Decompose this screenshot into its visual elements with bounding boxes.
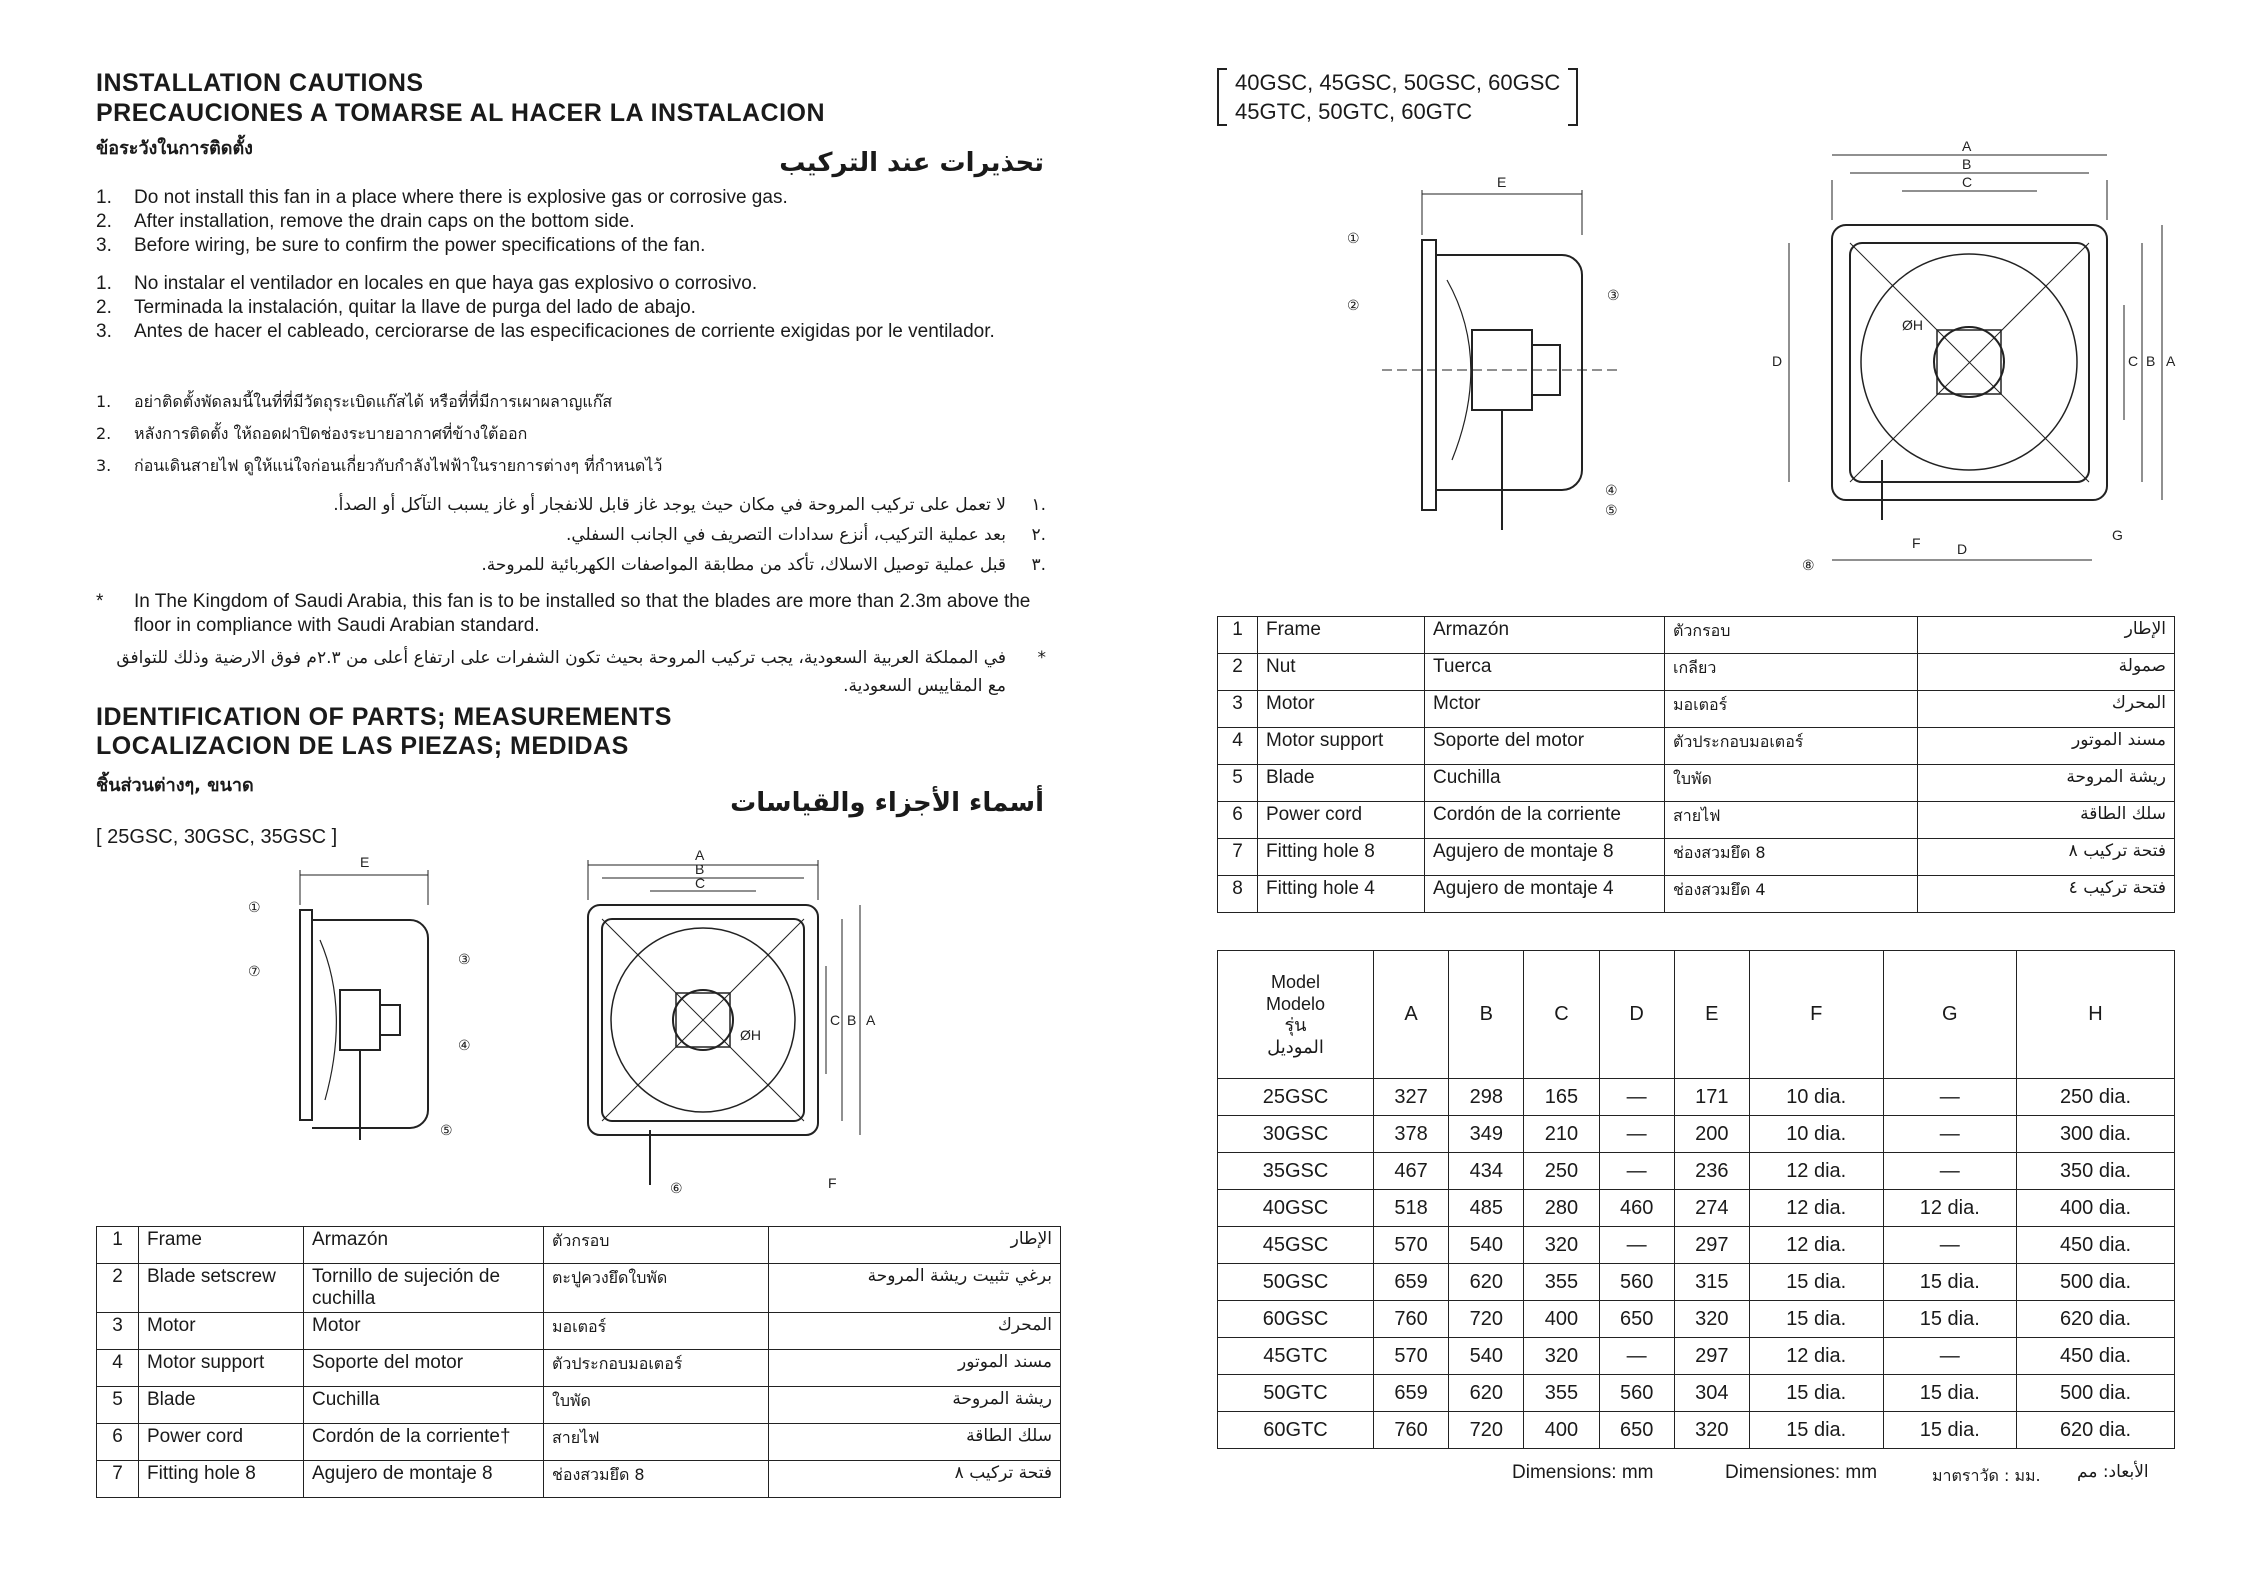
- saudi-note-en: * In The Kingdom of Saudi Arabia, this fan is to be installed so that the blades are more than 2.3m above the floor in compliance with Saudi Arabian standard.: [96, 591, 1031, 636]
- dimensions-table: [1217, 950, 2175, 1449]
- list-item: 3. Before wiring, be sure to confirm the power specifications of the fan.: [96, 235, 706, 256]
- model-cell: 60GSC: [1218, 1301, 1374, 1338]
- dimension-cell: 400 dia.: [2017, 1190, 2175, 1227]
- dim-label-h: ØH: [740, 1027, 761, 1043]
- dimension-cell: 650: [1599, 1412, 1674, 1449]
- column-header: A: [1374, 951, 1449, 1079]
- dim-label-c-side: C: [830, 1012, 841, 1028]
- column-header: H: [2017, 951, 2175, 1079]
- column-header: B: [1449, 951, 1524, 1079]
- dimension-cell: 320: [1674, 1412, 1749, 1449]
- model-cell: 35GSC: [1218, 1153, 1374, 1190]
- dim-label-c: C: [1962, 174, 1973, 190]
- dimension-cell: 400: [1524, 1412, 1599, 1449]
- dim-label-e: E: [360, 854, 370, 870]
- table-row: [1218, 1116, 2175, 1153]
- table-header-row: [1218, 951, 2175, 1079]
- dimension-cell: 320: [1524, 1227, 1599, 1264]
- cautions-title-en: INSTALLATION CAUTIONS: [96, 69, 424, 97]
- dimension-cell: 355: [1524, 1264, 1599, 1301]
- dimension-cell: 518: [1374, 1190, 1449, 1227]
- dimension-cell: —: [1883, 1227, 2017, 1264]
- table-row: 4 Motor support Soporte del motor ตัวประกอบมอเตอร์ مسند الموتور: [97, 1350, 1061, 1387]
- dim-label-g: G: [2112, 527, 2123, 543]
- identification-title-en: IDENTIFICATION OF PARTS; MEASUREMENTS: [96, 703, 672, 731]
- dim-label-d-side: D: [1772, 353, 1783, 369]
- callout-1: ①: [1347, 230, 1360, 246]
- table-row: 8 Fitting hole 4 Agujero de montaje 4 ช่องสวมยึด 4 فتحة تركيب ٤: [1218, 876, 2175, 913]
- cautions-title-ar: تحذيرات عند التركيب: [779, 148, 1044, 178]
- list-item: 1. No instalar el ventilador en locales en que haya gas explosivo o corrosivo.: [96, 273, 758, 294]
- dim-label-d: D: [1957, 541, 1968, 557]
- cautions-list-es: [96, 272, 1046, 344]
- dimension-cell: 570: [1374, 1338, 1449, 1375]
- dimension-cell: 500 dia.: [2017, 1264, 2175, 1301]
- small-parts-table: [96, 1226, 1061, 1498]
- dimension-cell: 500 dia.: [2017, 1375, 2175, 1412]
- dimension-cell: 298: [1449, 1079, 1524, 1116]
- dimension-cell: 15 dia.: [1883, 1375, 2017, 1412]
- dimension-cell: 300 dia.: [2017, 1116, 2175, 1153]
- callout-8: ⑧: [1802, 557, 1815, 573]
- large-fan-diagram: [1302, 130, 2182, 590]
- cautions-title-es: PRECAUCIONES A TOMARSE AL HACER LA INSTALACION: [96, 99, 826, 127]
- dim-label-a: A: [1962, 138, 1972, 154]
- dimension-cell: 320: [1674, 1301, 1749, 1338]
- dimension-cell: 15 dia.: [1883, 1412, 2017, 1449]
- dimensions-caption-es: Dimensiones: mm: [1725, 1462, 1878, 1483]
- table-row: 2 Blade setscrew Tornillo de sujeción de cuchilla ตะปูควงยึดใบพัด برغي تثبيت ريشة المروحة: [97, 1264, 1061, 1313]
- identification-title-ar: أسماء الأجزاء والقياسات: [730, 788, 1044, 818]
- dimension-cell: —: [1599, 1079, 1674, 1116]
- dimension-cell: 540: [1449, 1338, 1524, 1375]
- fan-side-view: [1382, 190, 1622, 530]
- dimension-cell: 200: [1674, 1116, 1749, 1153]
- large-parts-table: [1217, 616, 2175, 913]
- dimension-cell: 378: [1374, 1116, 1449, 1153]
- left-page: [0, 0, 1122, 1587]
- callout-6: ⑥: [670, 1180, 683, 1196]
- dimensions-caption-ar: الأبعاد: مم: [2077, 1462, 2149, 1482]
- dimension-cell: 350 dia.: [2017, 1153, 2175, 1190]
- list-item: 1. Do not install this fan in a place where there is explosive gas or corrosive gas.: [96, 187, 788, 208]
- dimension-cell: 659: [1374, 1264, 1449, 1301]
- dimension-cell: 171: [1674, 1079, 1749, 1116]
- list-item: 1. อย่าติดตั้งพัดลมนี้ในที่ที่มีวัตถุระเบิดแก๊สได้ หรือที่ที่มีการเผาผลาญแก๊ส: [96, 392, 613, 411]
- column-header: D: [1599, 951, 1674, 1079]
- dimension-cell: 760: [1374, 1301, 1449, 1338]
- identification-title-es: LOCALIZACION DE LAS PIEZAS; MEDIDAS: [96, 732, 629, 760]
- model-cell: 25GSC: [1218, 1079, 1374, 1116]
- saudi-note-ar: * في المملكة العربية السعودية، يجب تركيب المروحة بحيث تكون الشفرات على ارتفاع أعلى من ٢.٣م فوق الارضية وذلك للتوافق مع المقاييس السعودية.: [116, 648, 1046, 696]
- list-item: .٣ قبل عملية توصيل الاسلاك، تأكد من مطابقة المواصفات الكهربائية للمروحة.: [481, 555, 1046, 575]
- dimension-cell: 650: [1599, 1301, 1674, 1338]
- table-row: [1218, 1079, 2175, 1116]
- dimension-cell: —: [1883, 1338, 2017, 1375]
- dimension-cell: 15 dia.: [1749, 1301, 1883, 1338]
- dimension-cell: 560: [1599, 1264, 1674, 1301]
- dimension-cell: 450 dia.: [2017, 1227, 2175, 1264]
- callout-5: ⑤: [440, 1122, 453, 1138]
- table-row: [1218, 1412, 2175, 1449]
- table-row: 5 Blade Cuchilla ใบพัด ريشة المروحة: [1218, 765, 2175, 802]
- table-row: 1 Frame Armazón ตัวกรอบ الإطار: [97, 1227, 1061, 1264]
- dimension-cell: 659: [1374, 1375, 1449, 1412]
- dimension-cell: 250 dia.: [2017, 1079, 2175, 1116]
- list-item: .١ لا تعمل على تركيب المروحة في مكان حيث يوجد غاز قابل للانفجار أو غاز يسبب التآكل أو الصدأ.: [333, 495, 1046, 515]
- dimensions-table-body: [1218, 1079, 2175, 1449]
- dimension-cell: 274: [1674, 1190, 1749, 1227]
- dimension-cell: 15 dia.: [1749, 1264, 1883, 1301]
- dimension-cell: 297: [1674, 1338, 1749, 1375]
- dimension-cell: 15 dia.: [1883, 1301, 2017, 1338]
- dimension-cell: 304: [1674, 1375, 1749, 1412]
- dimension-cell: 315: [1674, 1264, 1749, 1301]
- dimension-cell: 620 dia.: [2017, 1412, 2175, 1449]
- dimension-cell: 210: [1524, 1116, 1599, 1153]
- dimension-cell: —: [1599, 1153, 1674, 1190]
- column-header: C: [1524, 951, 1599, 1079]
- cautions-list-en: [96, 186, 1046, 258]
- callout-5: ⑤: [1605, 502, 1618, 518]
- callout-1: ①: [248, 899, 261, 915]
- model-cell: 30GSC: [1218, 1116, 1374, 1153]
- dim-label-c: C: [695, 875, 706, 891]
- dimension-cell: 450 dia.: [2017, 1338, 2175, 1375]
- table-row: 1 Frame Armazón ตัวกรอบ الإطار: [1218, 617, 2175, 654]
- dimension-cell: 434: [1449, 1153, 1524, 1190]
- table-row: [1218, 1338, 2175, 1375]
- dim-label-b-side: B: [847, 1012, 857, 1028]
- table-row: 5 Blade Cuchilla ใบพัด ريشة المروحة: [97, 1387, 1061, 1424]
- dimension-cell: —: [1883, 1079, 2017, 1116]
- model-header: Model Modelo รุ่น الموديل: [1218, 951, 1374, 1079]
- small-fan-diagram: [230, 840, 1060, 1220]
- table-row: [1218, 1375, 2175, 1412]
- model-cell: 60GTC: [1218, 1412, 1374, 1449]
- dimension-cell: 570: [1374, 1227, 1449, 1264]
- dim-label-f: F: [828, 1175, 837, 1191]
- column-header: E: [1674, 951, 1749, 1079]
- dimension-cell: 327: [1374, 1079, 1449, 1116]
- dimension-cell: 760: [1374, 1412, 1449, 1449]
- model-cell: 45GTC: [1218, 1338, 1374, 1375]
- list-item: 2. หลังการติดตั้ง ให้ถอดฝาปิดช่องระบายอากาศที่ข้างใต้ออก: [96, 424, 528, 443]
- table-row: 4 Motor support Soporte del motor ตัวประกอบมอเตอร์ مسند الموتور: [1218, 728, 2175, 765]
- dimension-cell: 720: [1449, 1301, 1524, 1338]
- dimensions-caption-th: มาตราวัด : มม.: [1932, 1466, 2041, 1485]
- dimension-cell: 12 dia.: [1749, 1153, 1883, 1190]
- dimension-cell: 236: [1674, 1153, 1749, 1190]
- callout-7: ⑦: [248, 963, 261, 979]
- column-header: F: [1749, 951, 1883, 1079]
- dimension-cell: 12 dia.: [1883, 1190, 2017, 1227]
- fan-front-view: [588, 860, 860, 1185]
- dimension-cell: 297: [1674, 1227, 1749, 1264]
- dim-label-b: B: [695, 861, 705, 877]
- model-cell: 40GSC: [1218, 1190, 1374, 1227]
- dimension-cell: 320: [1524, 1338, 1599, 1375]
- list-item: 3. ก่อนเดินสายไฟ ดูให้แน่ใจก่อนเกี่ยวกับกำลังไฟฟ้าในรายการต่างๆ ที่กำหนดไว้: [96, 456, 663, 475]
- dimension-cell: 560: [1599, 1375, 1674, 1412]
- dimension-cell: 620 dia.: [2017, 1301, 2175, 1338]
- model-cell: 50GSC: [1218, 1264, 1374, 1301]
- model-cell: 50GTC: [1218, 1375, 1374, 1412]
- dimension-cell: —: [1883, 1116, 2017, 1153]
- dimension-cell: 12 dia.: [1749, 1190, 1883, 1227]
- cautions-list-th: [96, 386, 1046, 482]
- dimension-cell: 620: [1449, 1375, 1524, 1412]
- dim-label-a-side: A: [2166, 353, 2176, 369]
- small-models-label: [ 25GSC, 30GSC, 35GSC ]: [96, 826, 338, 848]
- dimension-cell: 280: [1524, 1190, 1599, 1227]
- fan-side-view: [300, 870, 428, 1140]
- table-row: [1218, 1301, 2175, 1338]
- dim-label-a-side: A: [866, 1012, 876, 1028]
- dimension-cell: 467: [1374, 1153, 1449, 1190]
- dimension-cell: 620: [1449, 1264, 1524, 1301]
- dimension-cell: 460: [1599, 1190, 1674, 1227]
- callout-4: ④: [458, 1037, 471, 1053]
- table-row: 2 Nut Tuerca เกลียว صمولة: [1218, 654, 2175, 691]
- table-row: 3 Motor Motor มอเตอร์ المحرك: [97, 1313, 1061, 1350]
- dim-label-e: E: [1497, 174, 1507, 190]
- callout-3: ③: [458, 951, 471, 967]
- dimension-cell: 15 dia.: [1749, 1412, 1883, 1449]
- dimension-cell: 165: [1524, 1079, 1599, 1116]
- dimension-cell: 250: [1524, 1153, 1599, 1190]
- dimension-cell: 485: [1449, 1190, 1524, 1227]
- table-row: 6 Power cord Cordón de la corriente สายไฟ سلك الطاقة: [1218, 802, 2175, 839]
- dim-label-c-side: C: [2128, 353, 2139, 369]
- dim-label-h: ØH: [1902, 317, 1923, 333]
- dimension-cell: 12 dia.: [1749, 1338, 1883, 1375]
- list-item: 2. Terminada la instalación, quitar la llave de purga del lado de abajo.: [96, 297, 696, 318]
- table-row: [1218, 1227, 2175, 1264]
- table-row: 6 Power cord Cordón de la corriente† สายไฟ سلك الطاقة: [97, 1424, 1061, 1461]
- cautions-list-ar: [96, 490, 1046, 580]
- fan-front-view: [1789, 155, 2162, 560]
- dimension-cell: —: [1599, 1227, 1674, 1264]
- list-item: 2. After installation, remove the drain caps on the bottom side.: [96, 211, 635, 232]
- table-row: [1218, 1264, 2175, 1301]
- dimension-cell: 10 dia.: [1749, 1116, 1883, 1153]
- dimension-cell: 15 dia.: [1749, 1375, 1883, 1412]
- dim-label-b-side: B: [2146, 353, 2156, 369]
- dim-label-a: A: [695, 847, 705, 863]
- table-row: 7 Fitting hole 8 Agujero de montaje 8 ช่องสวมยึด 8 فتحة تركيب ٨: [97, 1461, 1061, 1498]
- dimension-cell: 720: [1449, 1412, 1524, 1449]
- column-header: G: [1883, 951, 2017, 1079]
- dimension-cell: 15 dia.: [1883, 1264, 2017, 1301]
- cautions-title-th: ข้อระวังในการติดตั้ง: [96, 138, 253, 159]
- table-row: 7 Fitting hole 8 Agujero de montaje 8 ช่องสวมยึด 8 فتحة تركيب ٨: [1218, 839, 2175, 876]
- dimensions-caption-en: Dimensions: mm: [1512, 1462, 1654, 1483]
- dimension-cell: 12 dia.: [1749, 1227, 1883, 1264]
- list-item: .٢ بعد عملية التركيب، أنزع سدادات التصريف في الجانب السفلي.: [565, 525, 1046, 545]
- large-models-label: 40GSC, 45GSC, 50GSC, 60GSC 45GTC, 50GTC, 60GTC: [1217, 68, 1578, 126]
- model-cell: 45GSC: [1218, 1227, 1374, 1264]
- identification-title-th: ชิ้นส่วนต่างๆ, ขนาด: [96, 775, 254, 796]
- dimension-cell: 540: [1449, 1227, 1524, 1264]
- list-item: 3. Antes de hacer el cableado, cerciorarse de las especificaciones de corriente exigidas por le ventilador.: [96, 321, 995, 342]
- dim-label-f: F: [1912, 535, 1921, 551]
- dimension-cell: 349: [1449, 1116, 1524, 1153]
- dimension-cell: 400: [1524, 1301, 1599, 1338]
- dim-label-b: B: [1962, 156, 1972, 172]
- dimension-cell: —: [1883, 1153, 2017, 1190]
- dimension-cell: 355: [1524, 1375, 1599, 1412]
- table-row: [1218, 1153, 2175, 1190]
- callout-3: ③: [1607, 287, 1620, 303]
- table-row: 3 Motor Mctor มอเตอร์ المحرك: [1218, 691, 2175, 728]
- dimension-cell: —: [1599, 1116, 1674, 1153]
- callout-2: ②: [1347, 297, 1360, 313]
- right-page: [1122, 0, 2245, 1587]
- callout-4: ④: [1605, 482, 1618, 498]
- table-row: [1218, 1190, 2175, 1227]
- dimension-cell: —: [1599, 1338, 1674, 1375]
- dimension-cell: 10 dia.: [1749, 1079, 1883, 1116]
